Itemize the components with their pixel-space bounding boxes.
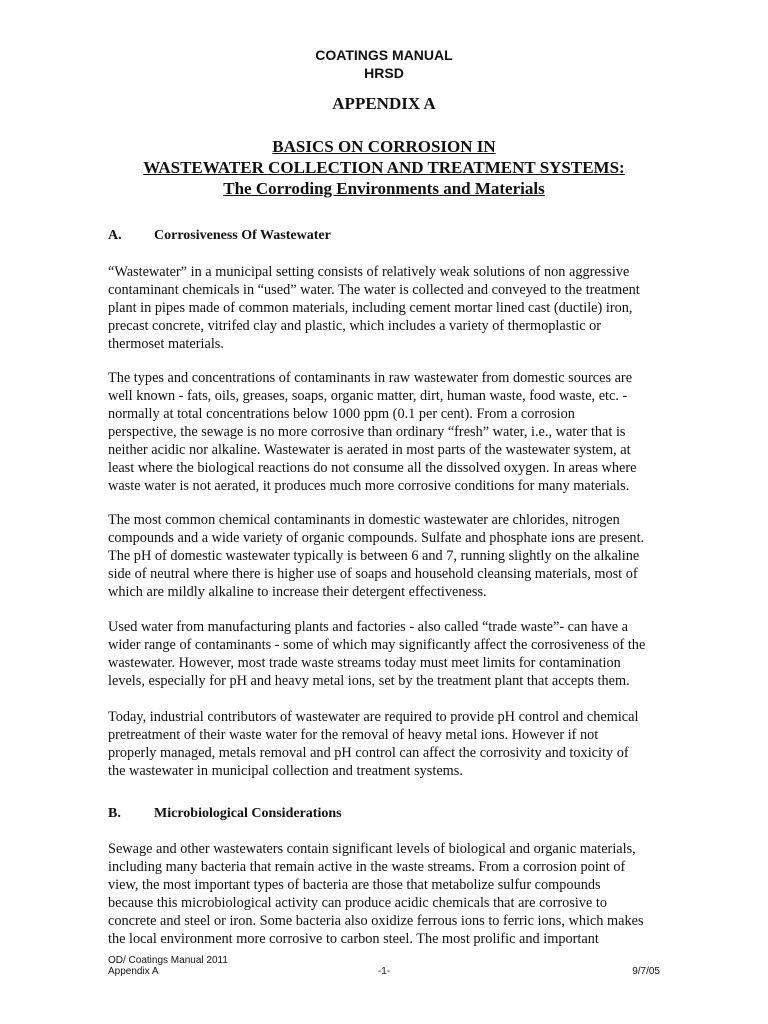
section-b-heading (108, 805, 342, 823)
text-line: Today, industrial contributors of wastewater are required to provide pH control and chemical (108, 709, 639, 725)
text-line: Used water from manufacturing plants and factories - also called “trade waste”- can have a (108, 619, 629, 635)
paragraph-a5 (108, 708, 678, 780)
page-footer (108, 955, 660, 977)
text-line: well known - fats, oils, greases, soaps, organic matter, dirt, human waste, food waste, etc. - (108, 388, 628, 404)
main-title-line-3: The Corroding Environments and Materials (223, 179, 545, 198)
text-line: perspective, the sewage is no more corrosive than ordinary “fresh” water, i.e., water that is (108, 424, 626, 440)
text-line: neither acidic nor alkaline. Wastewater is aerated in most parts of the wastewater system, at (108, 442, 631, 458)
text-line: properly managed, metals removal and pH control can affect the corrosivity and toxicity of (108, 745, 629, 761)
section-b-letter: B. (108, 806, 121, 821)
footer-appendix-label: Appendix A (108, 966, 159, 977)
page-number: -1- (377, 966, 391, 977)
text-line: plant in pipes made of common materials, including cement mortar lined cast (ductile) iron, (108, 300, 633, 316)
text-line: wastewater. However, most trade waste streams today must meet limits for contamination (108, 655, 621, 671)
text-line: waste water is not aerated, it produces much more corrosive conditions for many materials. (108, 478, 630, 494)
organization-name: HRSD (364, 65, 404, 81)
text-line: contaminant chemicals in “used” water. The water is collected and conveyed to the treatment (108, 282, 640, 298)
text-line: least where the biological reactions do not consume all the dissolved oxygen. In areas where (108, 460, 637, 476)
footer-document-name: OD/ Coatings Manual 2011 (108, 955, 228, 966)
text-line: because this microbiological activity can produce acidic chemicals that are corrosive to (108, 895, 607, 911)
text-line: the local environment more corrosive to carbon steel. The most prolific and important (108, 931, 599, 947)
text-line: including many bacteria that remain active in the waste streams. From a corrosion point of (108, 859, 626, 875)
text-line: the wastewater in municipal collection and treatment systems. (108, 763, 463, 779)
text-line: thermoset materials. (108, 336, 224, 352)
text-line: view, the most important types of bacteria are those that metabolize sulfur compounds (108, 877, 601, 893)
paragraph-a1 (108, 263, 678, 353)
section-a-heading (108, 227, 331, 245)
paragraph-b1 (108, 840, 678, 948)
appendix-title: APPENDIX A (332, 94, 436, 113)
text-line: normally at total concentrations below 1000 ppm (0.1 per cent). From a corrosion (108, 406, 575, 422)
text-line: which are mildly alkaline to increase their detergent effectiveness. (108, 584, 487, 600)
text-line: concrete and steel or iron. Some bacteria also oxidize ferrous ions to ferric ions, which makes (108, 913, 644, 929)
text-line: pretreatment of their waste water for the removal of heavy metal ions. However if not (108, 727, 599, 743)
text-line: levels, especially for pH and heavy metal ions, set by the treatment plant that accepts them. (108, 673, 630, 689)
section-a-letter: A. (108, 228, 122, 243)
footer-date: 9/7/05 (632, 966, 660, 977)
text-line: wider range of contaminants - some of which may significantly affect the corrosiveness of the (108, 637, 646, 653)
section-a-title: Corrosiveness Of Wastewater (154, 228, 331, 243)
section-b-title: Microbiological Considerations (154, 806, 342, 821)
text-line: Sewage and other wastewaters contain significant levels of biological and organic materials, (108, 841, 636, 857)
manual-title: COATINGS MANUAL (315, 47, 453, 63)
text-line: side of neutral where there is higher use of soaps and household cleansing materials, most of (108, 566, 638, 582)
paragraph-a2 (108, 369, 678, 495)
text-line: precast concrete, vitrifed clay and plastic, which includes a variety of thermoplastic or (108, 318, 602, 334)
main-title-line-1: BASICS ON CORROSION IN (272, 137, 496, 156)
paragraph-a3 (108, 511, 678, 601)
paragraph-a4 (108, 618, 678, 690)
main-title-line-2: WASTEWATER COLLECTION AND TREATMENT SYSTEMS: (143, 158, 625, 177)
text-line: compounds and a wide variety of organic compounds. Sulfate and phosphate ions are present. (108, 530, 645, 546)
text-line: The types and concentrations of contaminants in raw wastewater from domestic sources are (108, 370, 633, 386)
text-line: The most common chemical contaminants in domestic wastewater are chlorides, nitrogen (108, 512, 620, 528)
text-line: “Wastewater” in a municipal setting consists of relatively weak solutions of non aggressive (108, 264, 630, 280)
text-line: The pH of domestic wastewater typically is between 6 and 7, running slightly on the alkaline (108, 548, 640, 564)
